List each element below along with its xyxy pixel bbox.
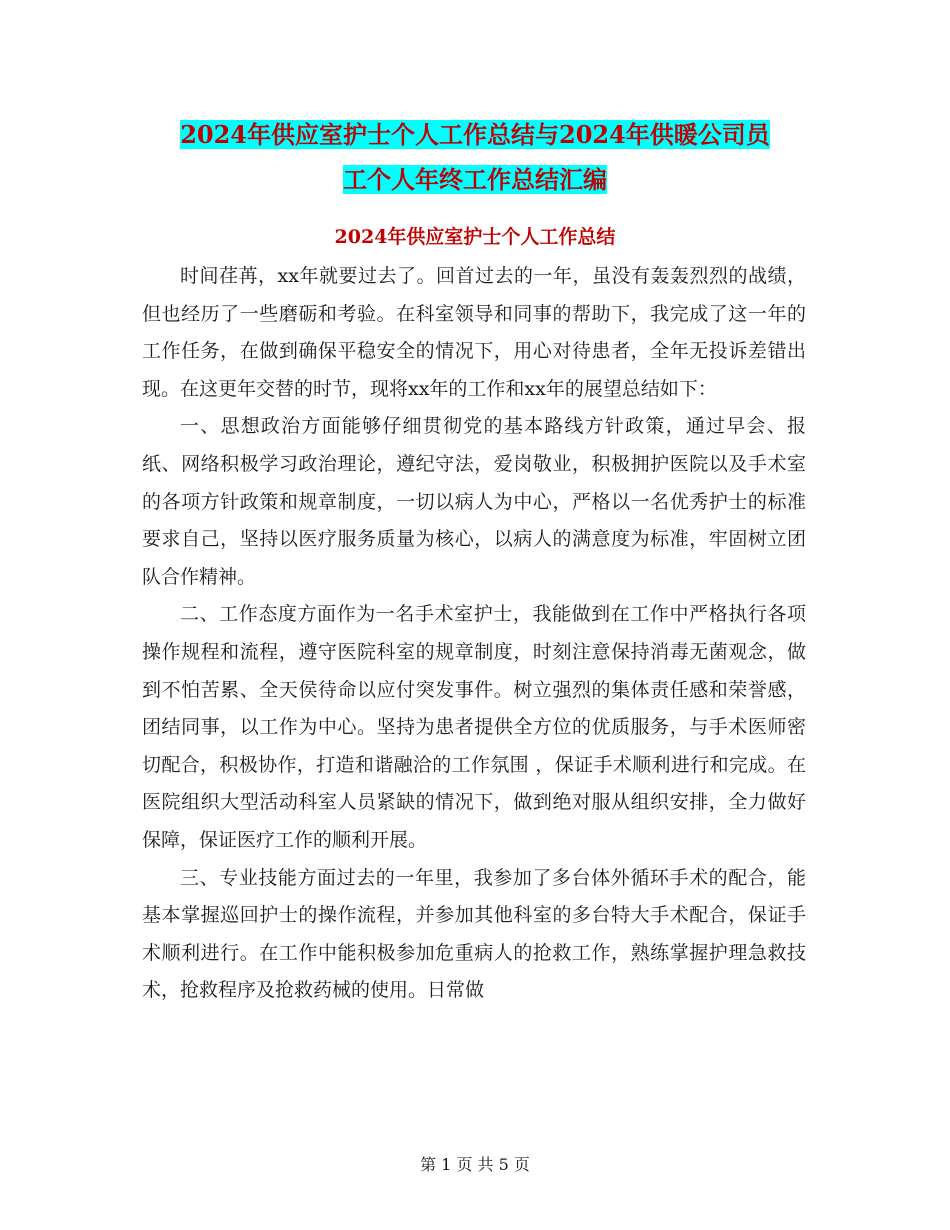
paragraph-intro: 时间荏苒，xx年就要过去了。回首过去的一年，虽没有轰轰烈烈的战绩，但也经历了一些磨砺和考验。在科室领导和同事的帮助下，我完成了这一年的工作任务，在做到确保平稳安全的情况下，用心对待患者，全年无投诉差错出现。在这更年交替的时节，现将xx年的工作和xx年的展望总结如下：	[142, 265, 806, 400]
body-text	[142, 258, 806, 1010]
page-number: 第 1 页 共 5 页	[420, 1155, 530, 1174]
paragraph-attitude: 二、工作态度方面作为一名手术室护士，我能做到在工作中严格执行各项操作规程和流程，遵守医院科室的规章制度，时刻注意保持消毒无菌观念，做到不怕苦累、全天侯待命以应付突发事件。树立强烈的集体责任感和荣誉感，团结同事，以工作为中心。坚持为患者提供全方位的优质服务，与手术医师密切配合，积极协作，打造和谐融洽的工作氛围 ，保证手术顺利进行和完成。在医院组织大型活动科室人员紧缺的情况下，做到绝对服从组织安排，全力做好保障，保证医疗工作的顺利开展。	[142, 603, 806, 851]
section-title: 2024年供应室护士个人工作总结	[334, 226, 616, 248]
paragraph-political: 一、思想政治方面能够仔细贯彻党的基本路线方针政策，通过早会、报纸、网络积极学习政治理论，遵纪守法，爱岗敬业，积极拥护医院以及手术室的各项方针政策和规章制度，一切以病人为中心，严格以一名优秀护士的标准要求自己，坚持以医疗服务质量为核心，以病人的满意度为标准，牢固树立团队合作精神。	[142, 415, 806, 588]
document-title-line-2: 工个人年终工作总结汇编	[343, 165, 607, 194]
document-title	[140, 112, 810, 202]
document-title-line-1: 2024年供应室护士个人工作总结与2024年供暖公司员	[180, 120, 770, 149]
page-footer	[0, 1154, 950, 1176]
paragraph-skills: 三、专业技能方面过去的一年里，我参加了多台体外循环手术的配合，能基本掌握巡回护士的操作流程，并参加其他科室的多台特大手术配合，保证手术顺利进行。在工作中能积极参加危重病人的抢救工作，熟练掌握护理急救技术，抢救程序及抢救药械的使用。日常做	[142, 866, 806, 1002]
